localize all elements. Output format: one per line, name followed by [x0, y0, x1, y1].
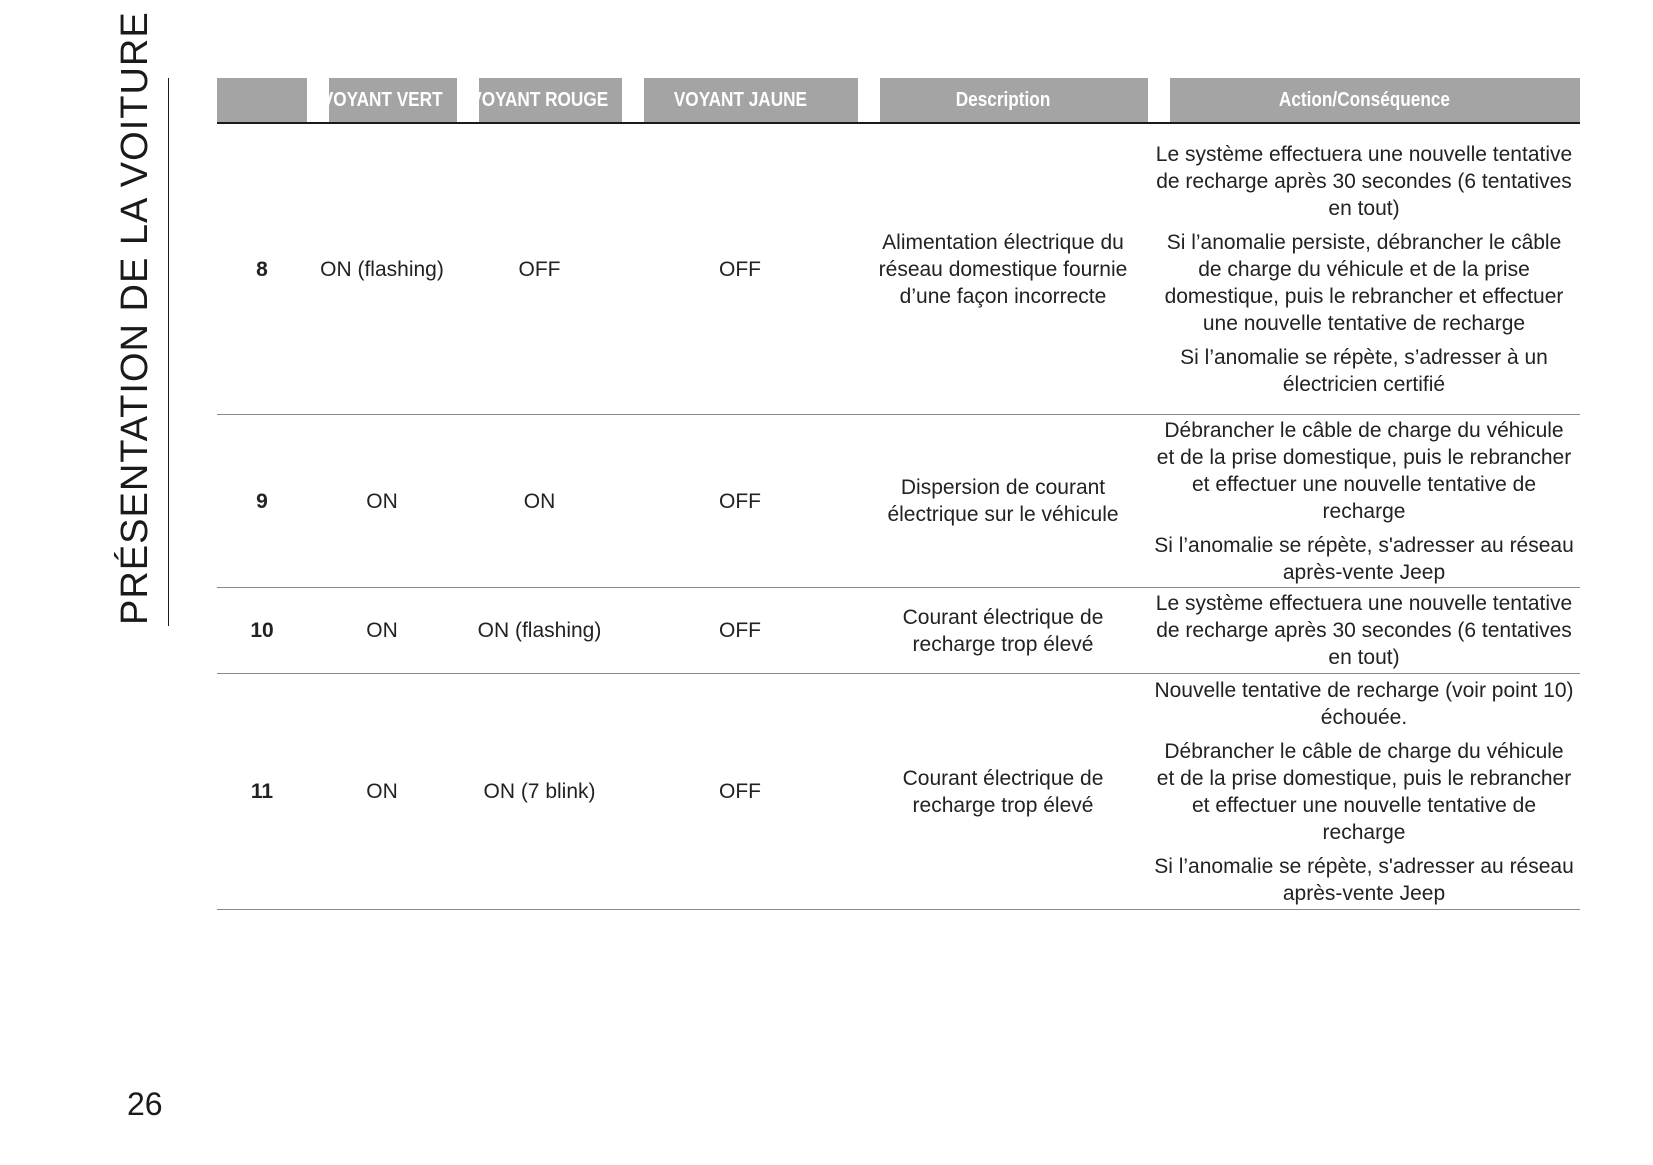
table-row	[217, 674, 1580, 910]
action-item: Si l’anomalie se répète, s’adresser à un électricien certifié	[1180, 345, 1548, 396]
row-actions	[1148, 588, 1580, 674]
action-item: Le système effectuera une nouvelle tentative de recharge après 30 secondes (6 tentatives en tout)	[1155, 592, 1573, 669]
action-item: Débrancher le câble de charge du véhicule et de la prise domestique, puis le rebrancher et effectuer une nouvelle tentative de recharge	[1156, 418, 1572, 523]
green-light-state: ON (flashing)	[307, 123, 457, 415]
yellow-light-state: OFF	[622, 415, 858, 588]
section-title: PRÉSENTATION DE LA VOITURE	[114, 11, 156, 625]
yellow-light-state: OFF	[622, 674, 858, 910]
action-item: Si l’anomalie se répète, s'adresser au réseau après-vente Jeep	[1154, 533, 1574, 584]
yellow-light-state: OFF	[622, 123, 858, 415]
row-number: 11	[217, 674, 307, 910]
page-number: 26	[127, 1086, 163, 1122]
action-item: Nouvelle tentative de recharge (voir point 10) échouée.	[1154, 678, 1574, 729]
row-description: Alimentation électrique du réseau domestique fournie d’une façon incorrecte	[858, 123, 1148, 415]
header-red-light: VOYANT ROUGE	[457, 78, 622, 123]
red-light-state: ON (flashing)	[457, 588, 622, 674]
row-actions	[1148, 674, 1580, 910]
header-action: Action/Conséquence	[1148, 78, 1580, 123]
table-header-row	[217, 78, 1580, 123]
row-actions	[1148, 415, 1580, 588]
row-actions	[1148, 123, 1580, 415]
row-description: Courant électrique de recharge trop élevé	[858, 588, 1148, 674]
action-item: Le système effectuera une nouvelle tentative de recharge après 30 secondes (6 tentatives en tout)	[1155, 142, 1573, 220]
warning-light-table	[217, 78, 1580, 910]
action-item: Débrancher le câble de charge du véhicule et de la prise domestique, puis le rebrancher et effectuer une nouvelle tentative de recharge	[1156, 739, 1572, 844]
row-number: 8	[217, 123, 307, 415]
header-yellow-light: VOYANT JAUNE	[622, 78, 858, 123]
row-number: 9	[217, 415, 307, 588]
row-description: Dispersion de courant électrique sur le véhicule	[858, 415, 1148, 588]
table-row	[217, 588, 1580, 674]
red-light-state: ON (7 blink)	[457, 674, 622, 910]
green-light-state: ON	[307, 588, 457, 674]
header-number	[217, 78, 307, 123]
yellow-light-state: OFF	[622, 588, 858, 674]
action-item: Si l’anomalie se répète, s'adresser au réseau après-vente Jeep	[1154, 854, 1574, 905]
row-description: Courant électrique de recharge trop élevé	[858, 674, 1148, 910]
green-light-state: ON	[307, 674, 457, 910]
action-item: Si l’anomalie persiste, débrancher le câble de charge du véhicule et de la prise domestique, puis le rebrancher et effectuer une nouvelle tentative de recharge	[1164, 230, 1564, 335]
row-number: 10	[217, 588, 307, 674]
table-row	[217, 415, 1580, 588]
warning-light-table-container	[217, 78, 1580, 910]
table-row	[217, 123, 1580, 415]
green-light-state: ON	[307, 415, 457, 588]
red-light-state: ON	[457, 415, 622, 588]
section-title-rule	[168, 78, 169, 626]
red-light-state: OFF	[457, 123, 622, 415]
header-green-light: VOYANT VERT	[307, 78, 457, 123]
header-description: Description	[858, 78, 1148, 123]
